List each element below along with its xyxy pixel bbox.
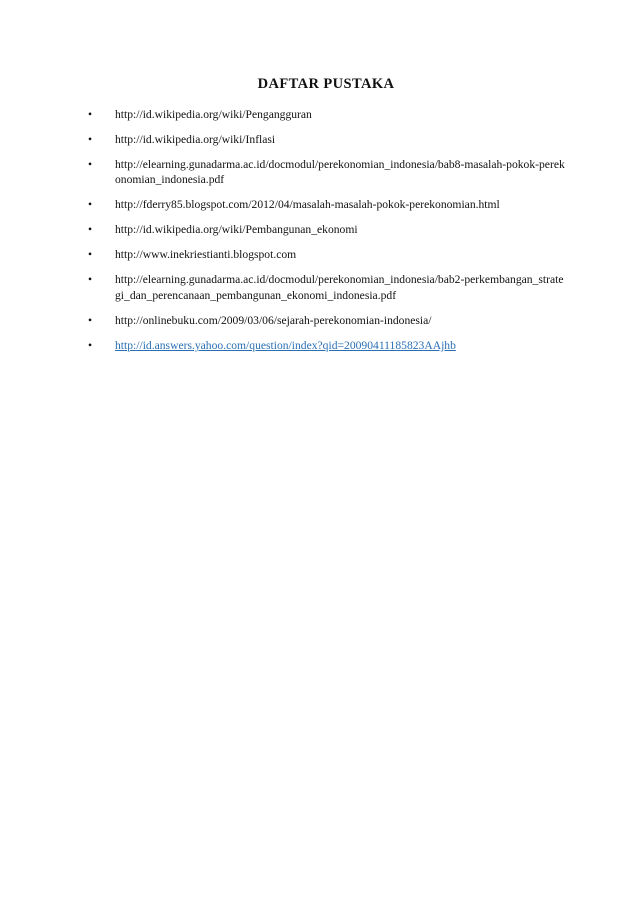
bullet-icon: • xyxy=(88,273,93,287)
reference-text: http://fderry85.blogspot.com/2012/04/masalah-masalah-pokok-perekonomian.html xyxy=(115,198,500,212)
reference-text: http://onlinebuku.com/2009/03/06/sejarah-perekonomian-indonesia/ xyxy=(115,313,432,327)
reference-item xyxy=(88,222,568,237)
reference-text: http://id.wikipedia.org/wiki/Pembangunan_ekonomi xyxy=(115,223,358,237)
reference-item xyxy=(88,247,568,262)
reference-text: http://elearning.gunadarma.ac.id/docmodul/perekonomian_indonesia/bab8-masalah-pokok-perekonomian_indonesia.pdf xyxy=(115,158,565,187)
bullet-icon: • xyxy=(88,248,93,262)
reference-item xyxy=(88,197,568,212)
bullet-icon: • xyxy=(88,108,93,121)
reference-list xyxy=(88,107,568,363)
reference-text: http://www.inekriestianti.blogspot.com xyxy=(115,248,297,262)
page-title-text: DAFTAR PUSTAKA xyxy=(257,76,395,92)
bullet-icon: • xyxy=(88,158,93,171)
reference-item xyxy=(88,157,568,188)
reference-text: http://elearning.gunadarma.ac.id/docmodul/perekonomian_indonesia/bab2-perkembangan_strategi_dan_perencanaan_pembangunan_ekonomi_indonesia.pdf xyxy=(115,273,564,302)
bullet-icon: • xyxy=(88,198,93,212)
reference-item xyxy=(88,272,568,303)
reference-item xyxy=(88,107,568,122)
reference-hyperlink[interactable]: http://id.answers.yahoo.com/question/index?qid=20090411185823AAjhb xyxy=(115,338,456,352)
bullet-icon: • xyxy=(88,133,93,146)
page-title xyxy=(0,76,638,93)
reference-text: http://id.wikipedia.org/wiki/Pengangguran xyxy=(115,108,312,121)
reference-item xyxy=(88,313,568,328)
bullet-icon: • xyxy=(88,223,93,237)
reference-item xyxy=(88,338,568,353)
reference-text: http://id.wikipedia.org/wiki/Inflasi xyxy=(115,133,276,146)
bullet-icon: • xyxy=(88,338,93,352)
reference-item xyxy=(88,132,568,147)
bullet-icon: • xyxy=(88,313,93,327)
